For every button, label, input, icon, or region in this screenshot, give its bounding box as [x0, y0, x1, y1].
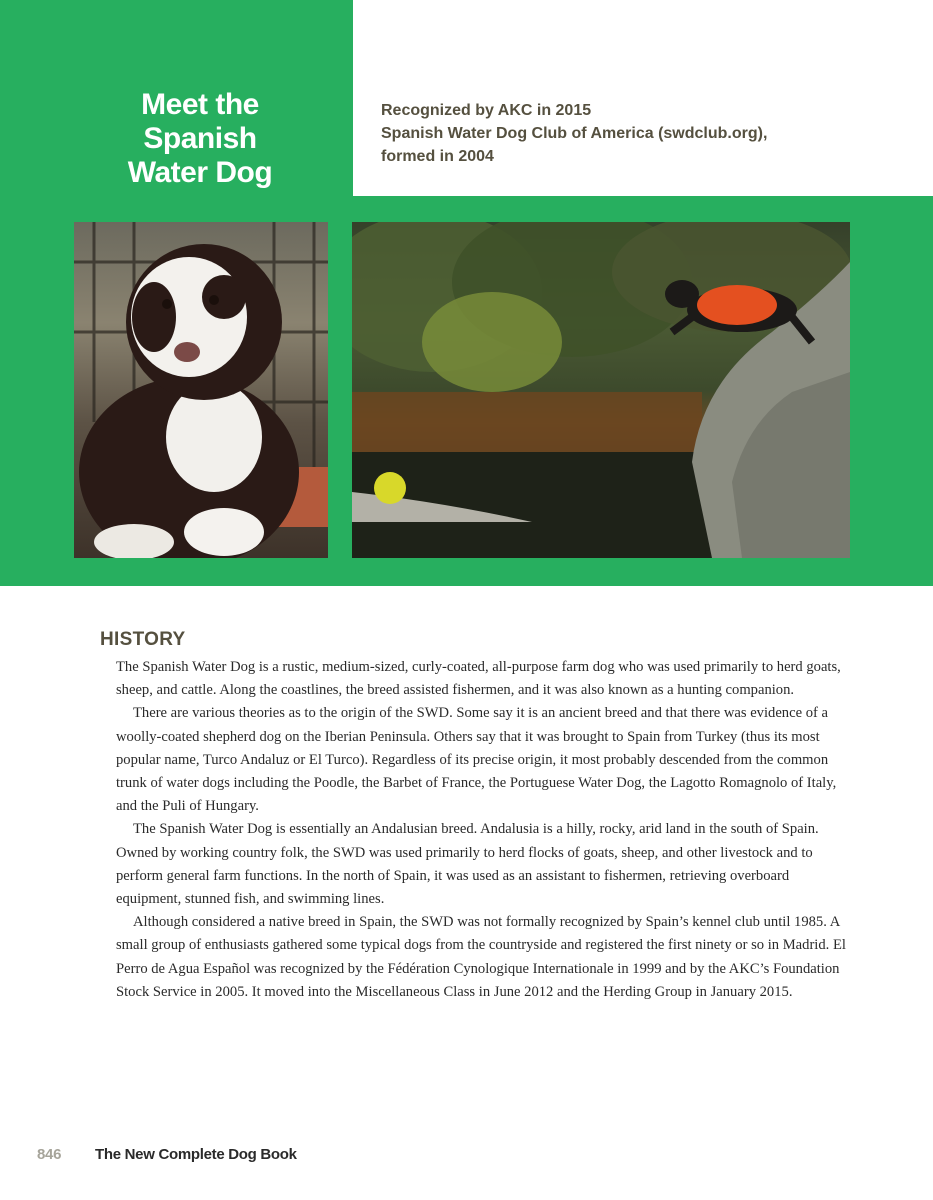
- history-heading: HISTORY: [100, 629, 186, 650]
- recognition-info: [381, 99, 767, 168]
- breed-title: [100, 88, 300, 190]
- page-footer: [37, 1146, 297, 1163]
- puppy-photo: [74, 222, 328, 558]
- page-number: 846: [37, 1146, 62, 1163]
- history-paragraph-4: Although considered a native breed in Spain, the SWD was not formally recognized by Spain’s kennel club until 1985. A small group of enthusiasts gathered some typical dogs from the countryside and registered the first ninety or so in Madrid. El Perro de Agua Español was recognized by the Fédération Cynologique Internationale in 1999 and by the AKC’s Foundation Stock Service in 2005. It moved into the Miscellaneous Class in June 2012 and the Herding Group in January 2015.: [116, 914, 846, 1000]
- recognition-line-1: Recognized by AKC in 2015: [381, 102, 592, 119]
- history-paragraph-2: There are various theories as to the origin of the SWD. Some say it is an ancient breed and that there was evidence of a woolly-coated shepherd dog on the Iberian Peninsula. Others say that it was brought to Spain from Turkey (thus its most popular name, Turco Andaluz or El Turco). Regardless of its precise origin, it most probably descended from the common trunk of water dogs including the Poodle, the Barbet of France, the Portuguese Water Dog, the Lagotto Romagnolo of Italy, and the Puli of Hungary.: [116, 705, 837, 815]
- dog-jumping-photo: [352, 222, 850, 558]
- history-paragraph-3: The Spanish Water Dog is essentially an Andalusian breed. Andalusia is a hilly, rocky, arid land in the south of Spain. Owned by working country folk, the SWD was used primarily to herd flocks of goats, sheep, and other livestock and to perform general farm functions. In the north of Spain, it was used as an assistant to fishermen, retrieving overboard equipment, stunned fish, and swimming lines.: [116, 821, 819, 908]
- title-line-2: Spanish: [143, 122, 257, 155]
- title-line-1: Meet the: [141, 88, 259, 121]
- title-line-3: Water Dog: [127, 156, 273, 189]
- recognition-line-2: Spanish Water Dog Club of America (swdclub.org),: [381, 125, 768, 142]
- history-body: [116, 656, 856, 1004]
- book-title: The New Complete Dog Book: [95, 1146, 297, 1163]
- history-paragraph-1: The Spanish Water Dog is a rustic, medium-sized, curly-coated, all-purpose farm dog who was used primarily to herd goats, sheep, and cattle. Along the coastlines, the breed assisted fishermen, and it was also known as a hunting companion.: [116, 659, 841, 699]
- recognition-line-3: formed in 2004: [381, 148, 494, 165]
